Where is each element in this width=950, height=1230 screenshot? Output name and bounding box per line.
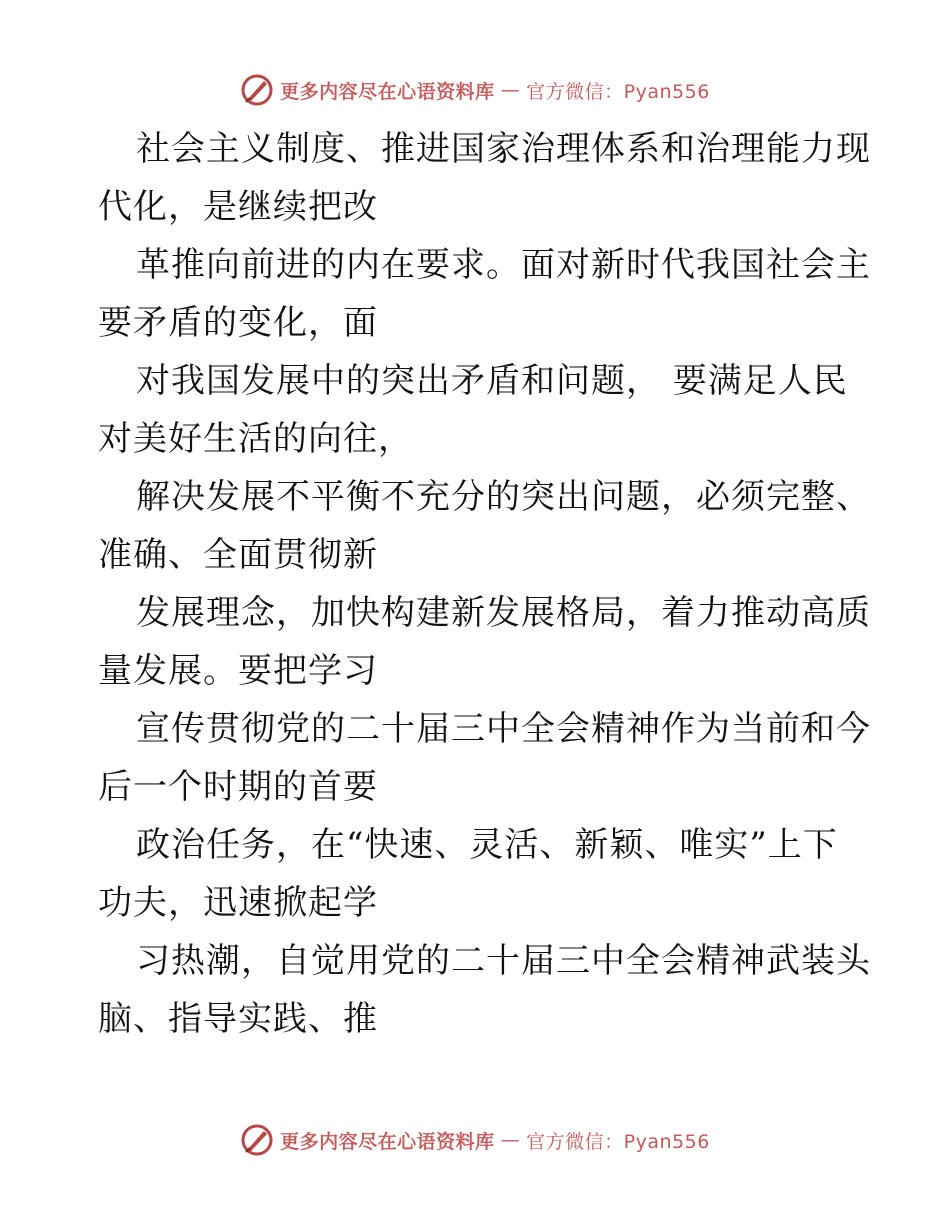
body-line-13: 政治任务，在“快速、灵活、新颖、唯实”上下	[136, 825, 838, 865]
body-line-4: 要矛盾的变化，面	[98, 303, 378, 343]
body-line-6: 对美好生活的向往，	[98, 419, 413, 459]
body-line-1: 社会主义制度、推进国家治理体系和治理能力现	[136, 129, 871, 169]
body-line-14: 功夫，迅速掀起学	[98, 883, 378, 923]
footer-separator: —	[500, 1129, 521, 1151]
body-line-12: 后一个时期的首要	[98, 767, 378, 807]
header-separator: —	[500, 79, 521, 101]
body-line-2: 代化，是继续把改	[98, 187, 378, 227]
footer-brand-text: 更多内容尽在心语资料库	[280, 1130, 495, 1153]
body-line-5: 对我国发展中的突出矛盾和问题， 要满足人民	[136, 361, 848, 401]
quill-pen-logo-icon	[240, 73, 274, 107]
body-line-10: 量发展。要把学习	[98, 651, 378, 691]
body-line-11: 宣传贯彻党的二十届三中全会精神作为当前和今	[136, 709, 871, 749]
header-watermark	[0, 70, 950, 110]
footer-wechat-text: 官方微信：Pyan556	[526, 1130, 710, 1153]
document-body	[98, 120, 871, 1048]
body-line-3: 革推向前进的内在要求。面对新时代我国社会主	[136, 245, 871, 285]
header-wechat-text: 官方微信：Pyan556	[526, 80, 710, 103]
header-brand-text: 更多内容尽在心语资料库	[280, 80, 495, 103]
body-line-9: 发展理念，加快构建新发展格局，着力推动高质	[136, 593, 871, 633]
footer-watermark	[0, 1120, 950, 1160]
body-line-15: 习热潮，自觉用党的二十届三中全会精神武装头	[136, 941, 871, 981]
body-line-8: 准确、全面贯彻新	[98, 535, 378, 575]
body-line-7: 解决发展不平衡不充分的突出问题，必须完整、	[136, 477, 871, 517]
body-line-16: 脑、指导实践、推	[98, 999, 378, 1039]
quill-pen-logo-icon	[240, 1123, 274, 1157]
